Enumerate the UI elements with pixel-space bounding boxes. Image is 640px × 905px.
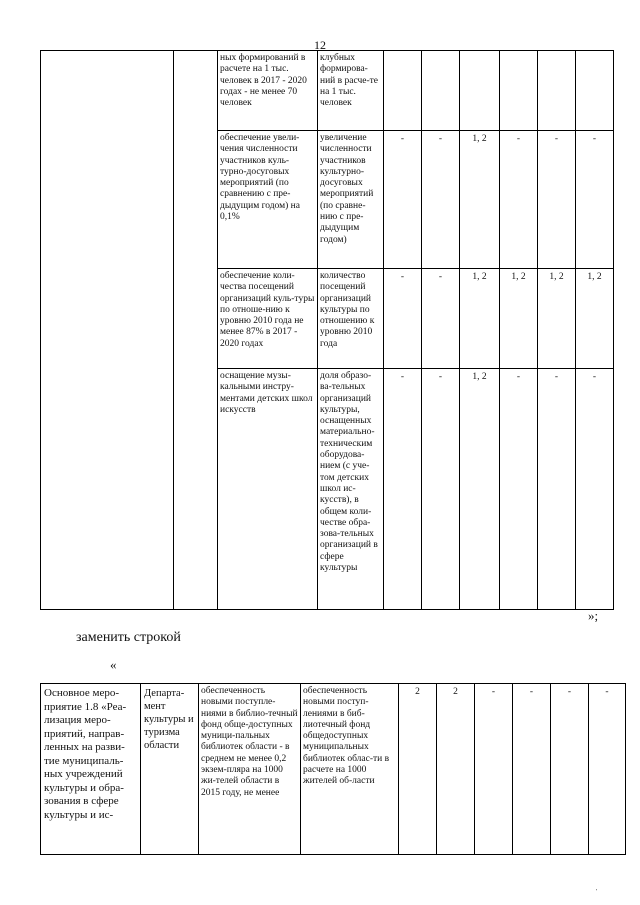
value-cell: - <box>422 131 460 269</box>
event-cell: обеспечение увели-чения численности участников куль-турно-досуговых мероприятий (по сравнению с пре-дыдущим годом) на 0,1% <box>218 131 318 269</box>
value-cell: 1, 2 <box>538 269 576 369</box>
value-cell: - <box>384 269 422 369</box>
value-cell: - <box>384 131 422 269</box>
value-cell: - <box>576 369 614 610</box>
value-cell <box>500 51 538 131</box>
table-row <box>41 51 614 131</box>
opening-quote: « <box>110 657 117 672</box>
value-cell: - <box>538 131 576 269</box>
value-cell: - <box>500 369 538 610</box>
value-cell: 2 <box>437 684 475 855</box>
event-cell: обеспеченность новыми поступле-ниями в библио-течный фонд обще-доступных муници-пальных библиотек области - в среднем не менее 0,2 экзем-пляра на 1000 жи-телей области в 2015 году, не менее <box>199 684 301 855</box>
page-number: 12 <box>314 38 326 52</box>
program-table-top <box>40 50 614 610</box>
event-cell: оснащение музы-кальными инстру-ментами детских школ искусств <box>218 369 318 610</box>
value-cell: - <box>422 369 460 610</box>
value-cell: 1, 2 <box>576 269 614 369</box>
indicator-cell: клубных формирова-ний в расче-те на 1 тыс. человек <box>318 51 384 131</box>
value-cell: - <box>422 269 460 369</box>
event-cell: ных формирований в расчете на 1 тыс. человек в 2017 - 2020 годах - не менее 70 человек <box>218 51 318 131</box>
value-cell: 2 <box>399 684 437 855</box>
value-cell: 1, 2 <box>460 269 500 369</box>
value-cell: - <box>538 369 576 610</box>
value-cell: - <box>576 131 614 269</box>
value-cell: 1, 2 <box>460 131 500 269</box>
indicator-cell: количество посещений организаций культуры по отношению к уровню 2010 года <box>318 269 384 369</box>
value-cell: - <box>513 684 551 855</box>
value-cell: - <box>475 684 513 855</box>
indicator-cell: обеспеченность новыми поступ-лениями в биб-лиотечный фонд общедоступных муниципальных библиотек облас-ти в расчете на 1000 жителей об-ласти <box>301 684 399 855</box>
value-cell: - <box>551 684 589 855</box>
table-row <box>41 684 626 855</box>
value-cell <box>460 51 500 131</box>
indicator-cell: доля образо-ва-тельных организаций культуры, оснащенных материально-техническим оборудова-нием (с уче-том детских школ ис-кусств), в общем коли-честве обра-зова-тельных организаций в сфере культуры <box>318 369 384 610</box>
blank-name-cell <box>41 51 174 610</box>
value-cell: - <box>384 369 422 610</box>
indicator-cell: увеличение численности участников культурно-досуговых мероприятий (по сравне-нию с пре-дыдущим годом) <box>318 131 384 269</box>
program-table-bottom <box>40 683 626 855</box>
blank-executor-cell <box>174 51 218 610</box>
value-cell: 1, 2 <box>460 369 500 610</box>
value-cell <box>422 51 460 131</box>
scan-mark: ' <box>596 889 598 895</box>
closing-quote: »; <box>588 608 599 623</box>
event-cell: обеспечение коли-чества посещений организаций куль-туры по отноше-нию к уровню 2010 года не менее 87% в 2017 - 2020 годах <box>218 269 318 369</box>
value-cell <box>384 51 422 131</box>
activity-name-cell: Основное меро-приятие 1.8 «Реа-лизация меро-приятий, направ-ленных на разви-тие муниципаль-ных учреждений культуры и обра-зования в сфере культуры и ис- <box>41 684 141 855</box>
value-cell: 1, 2 <box>500 269 538 369</box>
value-cell <box>538 51 576 131</box>
executor-cell: Департа-мент культуры и туризма области <box>141 684 199 855</box>
value-cell <box>576 51 614 131</box>
value-cell: - <box>589 684 626 855</box>
value-cell: - <box>500 131 538 269</box>
replace-instruction: заменить строкой <box>76 630 181 645</box>
